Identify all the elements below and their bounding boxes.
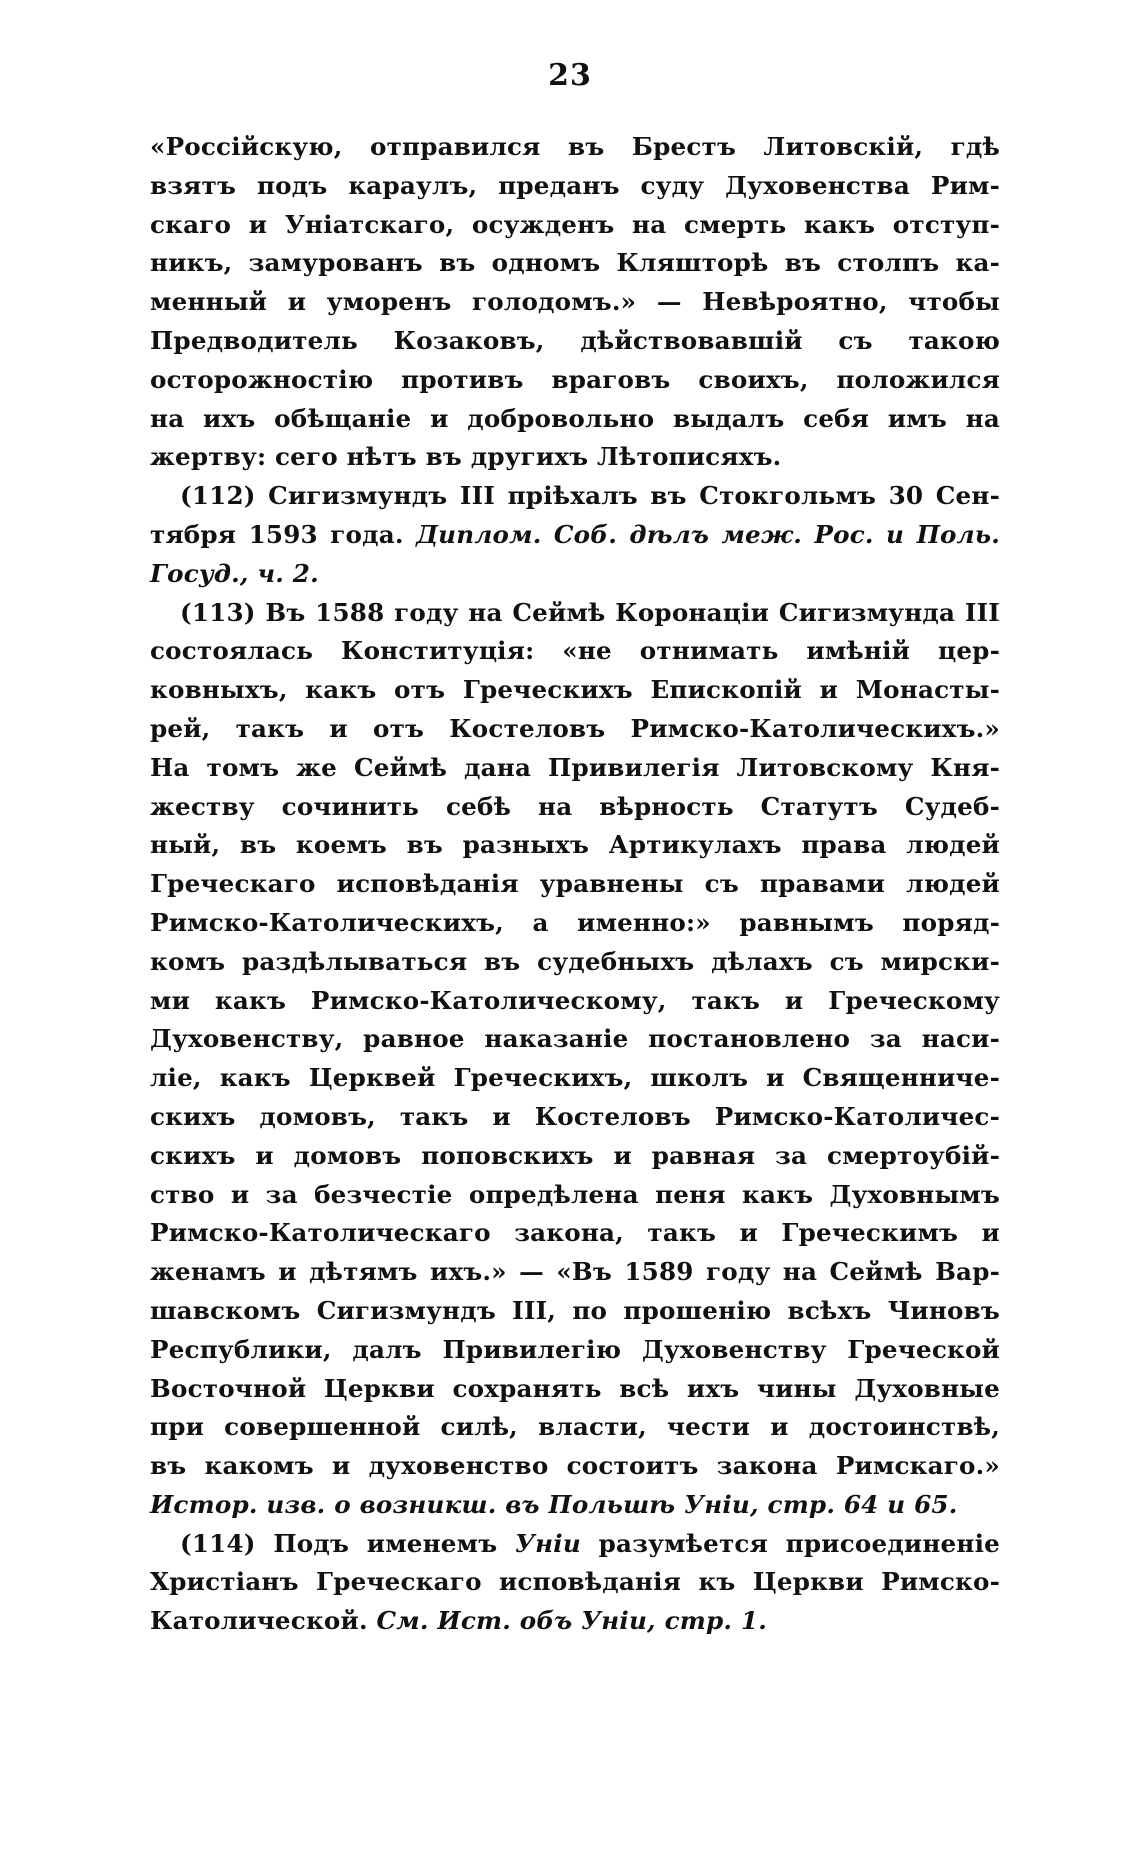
text-line (150, 1447, 1000, 1486)
line-text: Духовенству, равное наказаніе постановлено за наси- (150, 1024, 1000, 1054)
text-line (150, 1486, 1000, 1525)
line-text: на ихъ обѣщаніе и добровольно выдалъ себя имъ на (150, 403, 1000, 433)
text-line (150, 555, 1000, 594)
text-line (150, 1253, 1000, 1292)
text-line (150, 826, 1000, 865)
text-line (150, 1176, 1000, 1215)
line-text: (112) Сигизмундъ III пріѣхалъ въ Стокгольмъ 30 Сен- (180, 481, 1000, 511)
text-line (150, 943, 1000, 982)
text-line (150, 1292, 1000, 1331)
text-line (150, 1020, 1000, 1059)
line-text: рей, такъ и отъ Костеловъ Римско-Католическихъ.» (150, 713, 1000, 743)
line-text: женамъ и дѣтямъ ихъ.» — «Въ 1589 году на Сеймѣ Вар- (150, 1257, 1000, 1287)
text-line (150, 167, 1000, 206)
text-line (150, 1137, 1000, 1176)
line-text: взятъ подъ караулъ, преданъ суду Духовенства Рим- (150, 170, 1000, 200)
line-text: ный, въ коемъ въ разныхъ Артикулахъ права людей (150, 830, 1000, 860)
page-number: 23 (548, 58, 592, 93)
italic-citation-text: Уніи (515, 1528, 581, 1558)
line-text: «Россійскую, отправился въ Брестъ Литовскій, гдѣ (150, 132, 1000, 161)
footnotes-text-block (150, 128, 1000, 1641)
text-line (150, 128, 1000, 167)
text-line (150, 477, 1000, 516)
line-text: ліе, какъ Церквей Греческихъ, школъ и Священниче- (150, 1063, 1000, 1093)
text-line (150, 1098, 1000, 1137)
line-text: Римско-Католическаго закона, такъ и Греческимъ и (150, 1218, 1000, 1248)
line-text: Восточной Церкви сохранять всѣ ихъ чины Духовные (150, 1373, 1000, 1403)
text-line (150, 594, 1000, 633)
line-text: скихъ домовъ, такъ и Костеловъ Римско-Католичес- (150, 1101, 1000, 1131)
line-text: состоялась Конституція: «не отнимать имѣній цер- (150, 636, 1000, 666)
text-line (150, 516, 1000, 555)
text-line (150, 1602, 1000, 1641)
text-line (150, 1331, 1000, 1370)
text-line (150, 438, 1000, 477)
line-text: (114) Подъ именемъ (180, 1528, 516, 1558)
italic-citation-text: См. Ист. объ Уніи, стр. 1. (376, 1606, 767, 1636)
text-line (150, 244, 1000, 283)
line-text: шавскомъ Сигизмундъ III, по прошенію всѣхъ Чиновъ (150, 1295, 1000, 1325)
text-line (150, 1408, 1000, 1447)
line-text: На томъ же Сеймѣ дана Привилегія Литовскому Кня- (150, 752, 1000, 782)
text-line (150, 1525, 1000, 1564)
italic-citation-text: Истор. изв. о возникш. въ Польшѣ Уніи, стр. 64 и 65. (150, 1489, 958, 1519)
line-text: Римско-Католическихъ, а именно:» равнымъ поряд- (150, 907, 1000, 937)
text-line (150, 400, 1000, 439)
text-line (150, 632, 1000, 671)
text-line (150, 322, 1000, 361)
line-text: Республики, далъ Привилегію Духовенству Греческой (150, 1334, 1000, 1364)
line-text: скаго и Уніатскаго, осужденъ на смерть какъ отступ- (150, 209, 1000, 239)
line-text: жеству сочинить себѣ на вѣрность Статутъ Судеб- (150, 791, 1000, 821)
line-text: при совершенной силѣ, власти, чести и достоинствѣ, (150, 1412, 1000, 1442)
line-text: въ какомъ и духовенство состоитъ закона Римскаго.» (150, 1451, 1000, 1481)
line-text: комъ раздѣлываться въ судебныхъ дѣлахъ съ мирски- (150, 946, 1000, 976)
line-text: осторожностію противъ враговъ своихъ, положился (150, 364, 1000, 394)
text-line (150, 710, 1000, 749)
line-text: Предводитель Козаковъ, дѣйствовавшій съ такою (150, 325, 1000, 355)
line-text: ковныхъ, какъ отъ Греческихъ Епископій и Монасты- (150, 675, 1000, 705)
text-line (150, 1563, 1000, 1602)
text-line (150, 865, 1000, 904)
text-line (150, 788, 1000, 827)
text-line (150, 749, 1000, 788)
line-text: (113) Въ 1588 году на Сеймѣ Коронаціи Сигизмунда III (180, 597, 1000, 627)
text-line (150, 982, 1000, 1021)
italic-citation-text: Госуд., ч. 2. (150, 558, 319, 588)
line-text: менный и уморенъ голодомъ.» — Невѣроятно, чтобы (150, 287, 1000, 317)
line-text: никъ, замурованъ въ одномъ Кляшторѣ въ столпъ ка- (150, 248, 1000, 278)
line-text: скихъ и домовъ поповскихъ и равная за смертоубій- (150, 1140, 1000, 1170)
text-line (150, 1370, 1000, 1409)
line-text: тября 1593 года. (150, 519, 417, 549)
line-text: Греческаго исповѣданія уравнены съ правами людей (150, 869, 1000, 899)
line-text: ство и за безчестіе опредѣлена пеня какъ Духовнымъ (150, 1179, 1000, 1209)
italic-citation-text: Диплом. Соб. дѣлъ меж. Рос. и Поль. (416, 519, 1001, 549)
text-line (150, 671, 1000, 710)
line-text: ми какъ Римско-Католическому, такъ и Греческому (150, 985, 1000, 1015)
text-line (150, 904, 1000, 943)
line-text: Христіанъ Греческаго исповѣданія къ Церкви Римско- (150, 1567, 1000, 1597)
line-text: жертву: сего нѣтъ въ другихъ Лѣтописяхъ. (150, 442, 782, 472)
text-line (150, 1059, 1000, 1098)
text-line (150, 283, 1000, 322)
line-text: Католической. (150, 1606, 377, 1636)
text-line (150, 1214, 1000, 1253)
text-line (150, 361, 1000, 400)
line-text: разумѣется присоединеніе (580, 1528, 1000, 1558)
text-line (150, 206, 1000, 245)
